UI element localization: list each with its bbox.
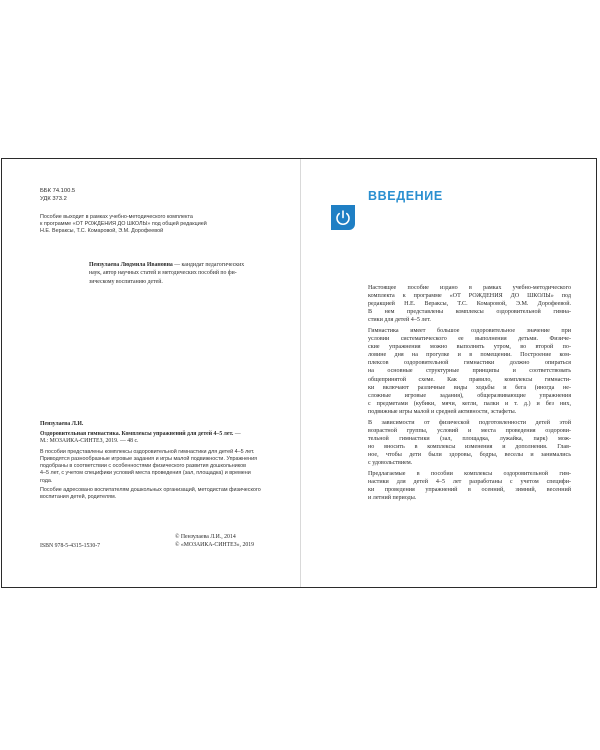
catalog-card: Пензулаева Л.И. Оздоровительная гимнастика. Комплексы упражнений для детей 4–5 лет. — М.: МОЗАИКА-СИНТЕЗ, 2019. — 48 с. В пособии представлены комплексы оздоровительной гимнастики для детей 4–5 лет. Приводятся разнообразные игровые задания и игры малой подвижности. Упражнения подобраны в соответствии с особенностями физического развития дошкольников 4–5 лет, с учетом специфики условий места проведения (зал, площадка) и времени года. Пособие адресовано воспитателям дошкольных организаций, методистам физического воспитания детей, родителям. (40, 421, 272, 501)
isbn: ISBN 978-5-4315-1530-7 (40, 543, 101, 549)
catalog-publisher: М.: МОЗАИКА-СИНТЕЗ, 2019. — 48 с. (40, 438, 139, 445)
paragraph: Настоящее пособие издано в рамках учебно-методического комплекта к программе «ОТ РОЖДЕНИЯ ДО ШКОЛЫ» под редакцией Н.Е. Вераксы, Т.С. Комаровой, Э.М. Дорофеевой. В нем представлены комплексы оздоровительной гимна- стики для детей 4–5 лет. (368, 285, 571, 324)
page-gutter (300, 159, 301, 587)
catalog-audience: Пособие адресовано воспитателям дошкольных организаций, методистам физического воспитания детей, родителям. (40, 486, 261, 500)
catalog-title: Оздоровительная гимнастика. Комплексы упражнений для детей 4–5 лет. (40, 430, 234, 437)
author-name: Пензулаева Людмила Ивановна (89, 262, 173, 268)
chapter-heading: ВВЕДЕНИЕ (368, 189, 443, 203)
classification-codes (40, 188, 75, 203)
paragraph: Предлагаемые в пособии комплексы оздоровительной гим- настики для детей 4–5 лет разработаны с учетом специфи- ки проведения упражнений в осенний, зимний, весенний и летний периоды. (368, 471, 571, 502)
catalog-author: Пензулаева Л.И. (40, 421, 84, 427)
power-icon (331, 205, 355, 230)
intro-text (368, 284, 571, 502)
series-note: Пособие выходит в рамках учебно-методического комплекта к программе «ОТ РОЖДЕНИЯ ДО ШКОЛЫ» под общей редакцией Н.Е. Вераксы, Т.С. Комаровой, Э.М. Дорофеевой (40, 214, 207, 235)
paragraph: В зависимости от физической подготовленности детей этой возрастной группы, условий и места проведения оздорови- тельной гимнастики (зал, площадка, лужайка, парк) мож- но вносить в комплексы изменения и дополнения. Глав- ное, чтобы дети были здоровы, бодры, веселы и занимались с удовольствием. (368, 419, 571, 466)
udk-code: УДК 373.2 (40, 195, 67, 202)
paragraph: Гимнастика имеет большое оздоровительное значение при условии систематического ее выполнения детьми. Физиче- ские упражнения можно выполнять утром, во второй по- ловине дня на прогулке и в помещении. Построение ком- плексов оздоровительной гимнастики должно опираться на основные структурные принципы и соответствовать общепринятой схеме. Как правило, комплексы гимнасти- ки включают различные виды ходьбы и бега (иногда не- сложные игровые задания), общеразвивающие упражнения с предметами (кубики, мячи, кегли, палки и т. д.) и без них, подвижные игры малой и средней активности, эстафеты. (368, 328, 571, 415)
copyright: © Пензулаева Л.И., 2014 © «МОЗАИКА-СИНТЕЗ», 2019 (175, 534, 255, 548)
author-bio: Пензулаева Людмила Ивановна — кандидат педагогических наук, автор научных статей и методических пособий по фи- зическому воспитанию детей. (89, 262, 245, 285)
catalog-description: В пособии представлены комплексы оздоровительной гимнастики для детей 4–5 лет. Приводятся разнообразные игровые задания и игры малой подвижности. Упражнения подобраны в соответствии с особенностями физического развития дошкольников 4–5 лет, с учетом специфики условий места проведения (зал, площадка) и времени года. (40, 448, 258, 484)
bbk-code: ББК 74.100.5 (40, 188, 76, 194)
chapter-icon-box (331, 205, 355, 230)
